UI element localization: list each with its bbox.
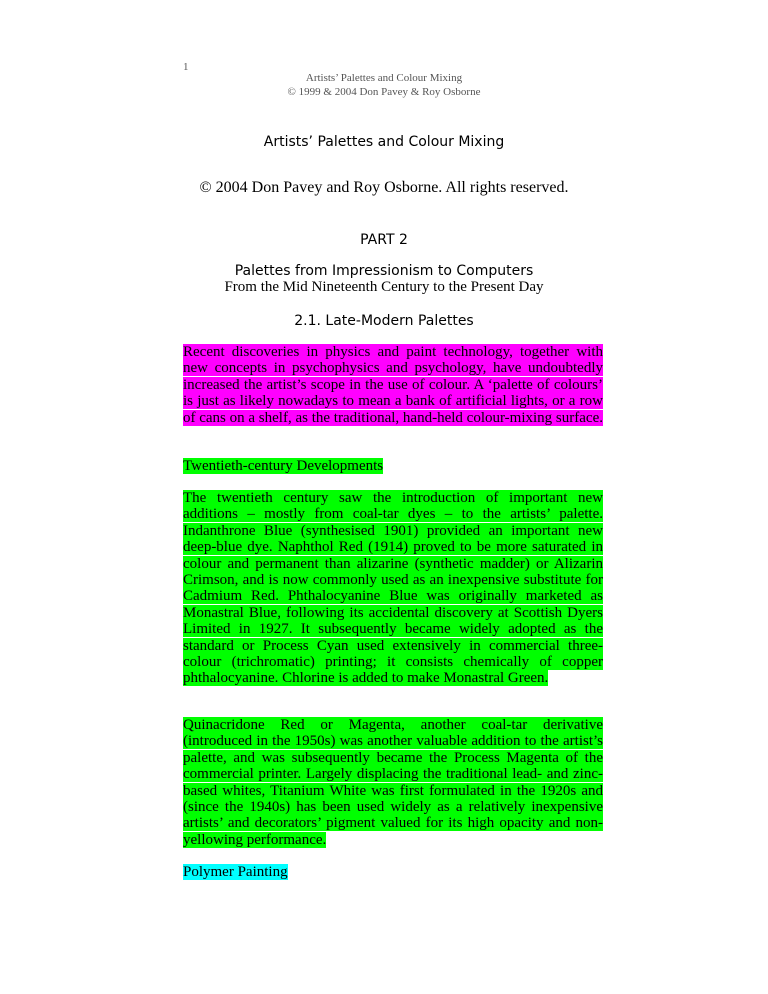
intro-paragraph	[183, 344, 603, 426]
document-title: Artists’ Palettes and Colour Mixing	[263, 134, 505, 150]
intro-paragraph-text: Recent discoveries in physics and paint technology, together with new concepts in psychophysics and psychology, have undoubtedly increased the artist’s scope in the use of colour. A ‘palette of colours’ is just as likely nowadays to mean a bank of artificial lights, or a row of cans on a shelf, as the traditional, hand-held colour-mixing surface.	[183, 344, 603, 426]
part-subtitle: From the Mid Nineteenth Century to the Present Day	[224, 279, 544, 295]
running-header-title: Artists’ Palettes and Colour Mixing	[305, 72, 463, 84]
running-header-copyright: © 1999 & 2004 Don Pavey & Roy Osborne	[287, 86, 481, 98]
subheading-polymer-painting	[183, 864, 603, 880]
paragraph-twentieth-century-2	[183, 717, 603, 848]
subheading-twentieth-century	[183, 458, 603, 474]
paragraph-twentieth-century-2-text: Quinacridone Red or Magenta, another coal-tar derivative (introduced in the 1950s) was another valuable addition to the artist’s palette, and was subsequently became the Process Magenta of the commercial printer. Largely displacing the traditional lead- and zinc-based whites, Titanium White was first formulated in the 1920s and (since the 1940s) has been used widely as a relatively inexpensive artists’ and decorators’ pigment valued for its high opacity and non-yellowing performance.	[183, 717, 603, 848]
section-heading: 2.1. Late-Modern Palettes	[294, 313, 474, 329]
subheading-twentieth-century-text: Twentieth-century Developments	[183, 458, 384, 474]
paragraph-twentieth-century-1	[183, 490, 603, 687]
running-header	[0, 71, 768, 99]
page-number: 1	[183, 61, 189, 73]
subheading-polymer-painting-text: Polymer Painting	[183, 864, 288, 880]
part-title: Palettes from Impressionism to Computers	[234, 263, 534, 279]
copyright-line: © 2004 Don Pavey and Roy Osborne. All rights reserved.	[199, 179, 569, 196]
part-heading: PART 2	[360, 232, 408, 248]
paragraph-twentieth-century-1-text: The twentieth century saw the introduction of important new additions – mostly from coal-tar dyes – to the artists’ palette. Indanthrone Blue (synthesised 1901) provided an important new deep-blue dye. Naphthol Red (1914) proved to be more saturated in colour and permanent than alizarine (synthetic madder) or Alizarin Crimson, and is now commonly used as an inexpensive substitute for Cadmium Red. Phthalocyanine Blue was originally marketed as Monastral Blue, following its accidental discovery at Scottish Dyers Limited in 1927. It subsequently became widely adopted as the standard or Process Cyan used extensively in commercial three-colour (trichromatic) printing; it consists chemically of copper phthalocyanine. Chlorine is added to make Monastral Green.	[183, 490, 603, 687]
